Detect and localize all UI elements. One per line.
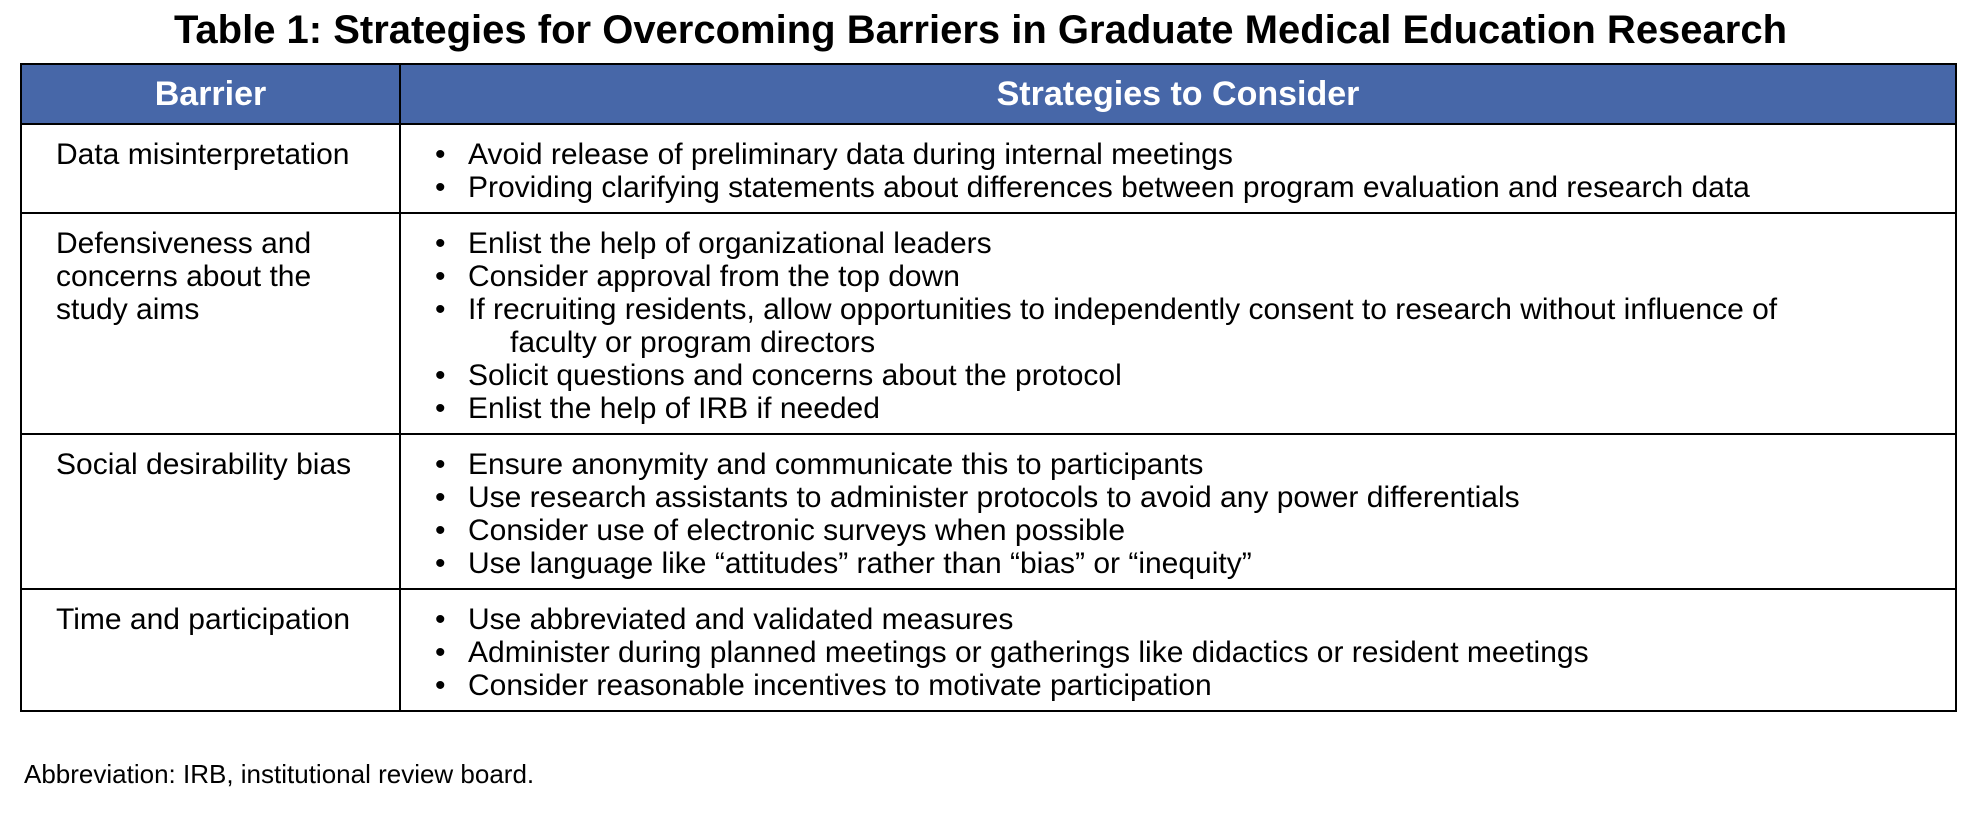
table-row xyxy=(21,589,1956,711)
strategies-cell xyxy=(400,434,1956,589)
bullet-icon: • xyxy=(435,514,446,547)
header-strategies: Strategies to Consider xyxy=(400,64,1956,124)
strategy-item xyxy=(431,227,1945,260)
strategy-text: Consider approval from the top down xyxy=(468,260,960,293)
bullet-icon: • xyxy=(435,138,446,171)
strategy-item xyxy=(431,392,1945,425)
strategy-text: Consider use of electronic surveys when possible xyxy=(468,514,1125,547)
strategy-text: Consider reasonable incentives to motivate participation xyxy=(468,669,1212,702)
strategy-text: Avoid release of preliminary data during internal meetings xyxy=(468,138,1233,171)
footnote: Abbreviation: IRB, institutional review board. xyxy=(24,759,535,789)
strategies-cell xyxy=(400,589,1956,711)
table-row xyxy=(21,213,1956,434)
strategy-text: Administer during planned meetings or gatherings like didactics or resident meetings xyxy=(468,636,1589,669)
barrier-cell: Data misinterpretation xyxy=(21,124,400,213)
strategy-list xyxy=(431,603,1945,702)
strategy-item xyxy=(431,260,1945,293)
strategy-text: Use language like “attitudes” rather than “bias” or “inequity” xyxy=(468,547,1252,580)
strategy-text: Use research assistants to administer protocols to avoid any power differentials xyxy=(468,481,1520,514)
strategy-text: Use abbreviated and validated measures xyxy=(468,603,1014,636)
strategy-text: Providing clarifying statements about differences between program evaluation and research data xyxy=(468,171,1750,204)
strategy-item xyxy=(431,448,1945,481)
strategy-list xyxy=(431,448,1945,580)
bullet-icon: • xyxy=(435,293,446,326)
bullet-icon: • xyxy=(435,392,446,425)
strategy-item xyxy=(431,547,1945,580)
table-title: Table 1: Strategies for Overcoming Barriers in Graduate Medical Education Research xyxy=(173,8,1788,52)
strategy-list xyxy=(431,138,1945,204)
barrier-cell: Time and participation xyxy=(21,589,400,711)
strategy-item xyxy=(431,481,1945,514)
bullet-icon: • xyxy=(435,359,446,392)
bullet-icon: • xyxy=(435,448,446,481)
strategy-item xyxy=(431,514,1945,547)
barrier-cell: Social desirability bias xyxy=(21,434,400,589)
bullet-icon: • xyxy=(435,227,446,260)
strategy-text: Enlist the help of organizational leaders xyxy=(468,227,992,260)
header-barrier: Barrier xyxy=(21,64,400,124)
strategy-item xyxy=(431,669,1945,702)
bullet-icon: • xyxy=(435,481,446,514)
strategy-text: If recruiting residents, allow opportunities to independently consent to research without influence of xyxy=(468,293,1778,326)
table-row xyxy=(21,434,1956,589)
strategies-cell xyxy=(400,124,1956,213)
strategy-item xyxy=(431,603,1945,636)
table-row xyxy=(21,124,1956,213)
strategy-list xyxy=(431,227,1945,425)
strategy-text: Solicit questions and concerns about the protocol xyxy=(468,359,1122,392)
strategy-item xyxy=(431,359,1945,392)
bullet-icon: • xyxy=(435,171,446,204)
bullet-icon: • xyxy=(435,636,446,669)
bullet-icon: • xyxy=(435,547,446,580)
barrier-cell: Defensiveness and concerns about the study aims xyxy=(21,213,400,434)
strategy-item xyxy=(431,171,1945,204)
strategies-cell xyxy=(400,213,1956,434)
strategies-table xyxy=(20,63,1957,712)
strategy-item xyxy=(431,293,1945,359)
table-header-row xyxy=(21,64,1956,124)
strategy-item xyxy=(431,636,1945,669)
strategy-text-continuation: faculty or program directors xyxy=(510,326,876,359)
bullet-icon: • xyxy=(435,669,446,702)
bullet-icon: • xyxy=(435,260,446,293)
strategy-item xyxy=(431,138,1945,171)
strategy-text: Ensure anonymity and communicate this to participants xyxy=(468,448,1204,481)
strategy-text: Enlist the help of IRB if needed xyxy=(468,392,880,425)
bullet-icon: • xyxy=(435,603,446,636)
